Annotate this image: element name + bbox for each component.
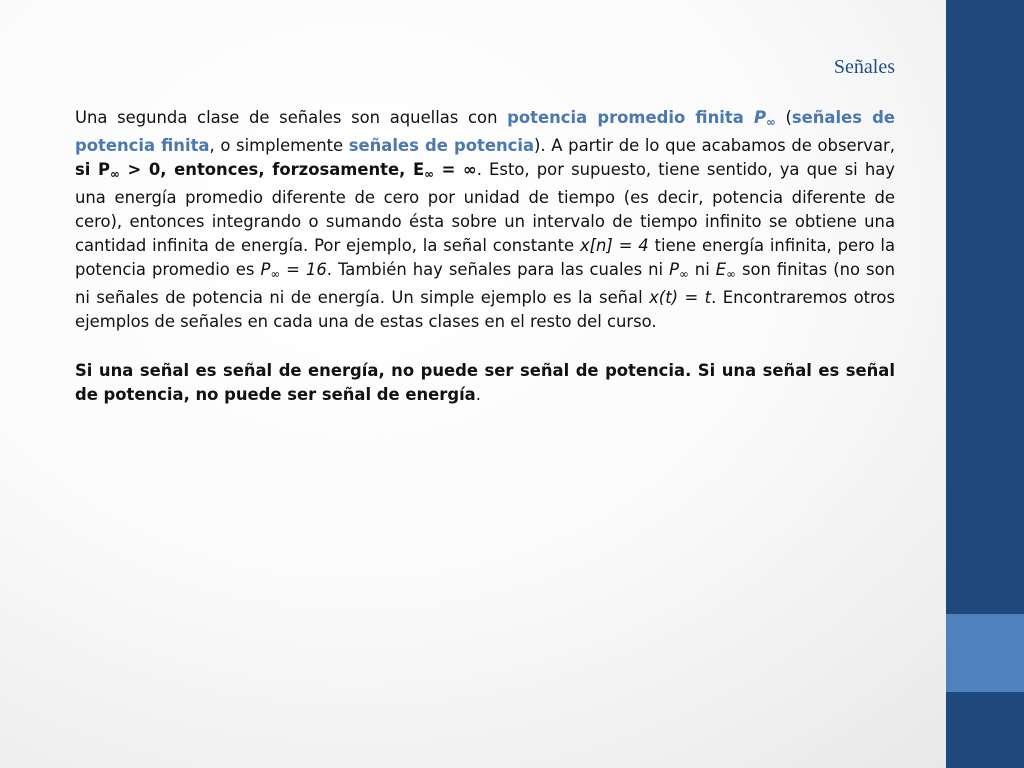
text-run: ( xyxy=(775,108,792,127)
highlight-senales-potencia-finita: señales de potencia finita xyxy=(75,108,896,155)
text-run: . Encontraremos otros ejemplos de señales en cada una de estas clases en el resto del curso. xyxy=(75,287,895,331)
text-run: . xyxy=(475,384,481,404)
math-p-inf-16: $P_\infty = 16$ xyxy=(260,259,327,281)
math-e-inf: $E_\infty$ xyxy=(715,259,736,281)
bold-condition: si $P_\infty > 0$, entonces, forzosamente, $E_\infty$ = ∞ xyxy=(75,159,477,181)
text-run: . También hay señales para las cuales ni xyxy=(326,259,670,279)
text-run: ). A partir de lo que acabamos de observar, xyxy=(534,135,896,155)
text-run: ni xyxy=(688,259,716,279)
text-run: . Esto, por supuesto, tiene sentido, ya que si hay una energía promedio diferente de cero por unidad de tiempo (es decir, potencia diferente de cero), entonces integrando o sumando ésta sobre un intervalo de tiempo infinito se obtiene una cantidad infinita de energía. Por ejemplo, la señal constante xyxy=(75,159,896,255)
highlight-senales-potencia: señales de potencia xyxy=(348,135,535,155)
slide-body xyxy=(75,106,895,432)
text-run: tiene energía infinita, pero la potencia promedio es xyxy=(75,235,895,279)
math-p-inf: $P_\infty$ xyxy=(669,259,689,281)
sidebar-accent-block xyxy=(946,614,1024,692)
slide-title: Señales xyxy=(833,56,895,78)
text-run: son finitas (no son ni señales de potencia ni de energía. Un simple ejemplo es la señal xyxy=(75,259,895,307)
highlight-potencia-promedio: potencia promedio finita $P_\infty$ xyxy=(507,108,776,129)
math-x-t: x(t) = t xyxy=(649,287,712,307)
text-run: , o simplemente xyxy=(209,135,349,155)
math-x-n: x[n] = 4 xyxy=(579,235,649,255)
paragraph-power-signals xyxy=(75,106,895,334)
bold-rule: Si una señal es señal de energía, no puede ser señal de potencia. Si una señal es señal de potencia, no puede ser señal de energía xyxy=(75,360,895,404)
paragraph-energy-power-rule xyxy=(75,359,895,407)
text-run: Una segunda clase de señales son aquellas con xyxy=(75,108,508,127)
